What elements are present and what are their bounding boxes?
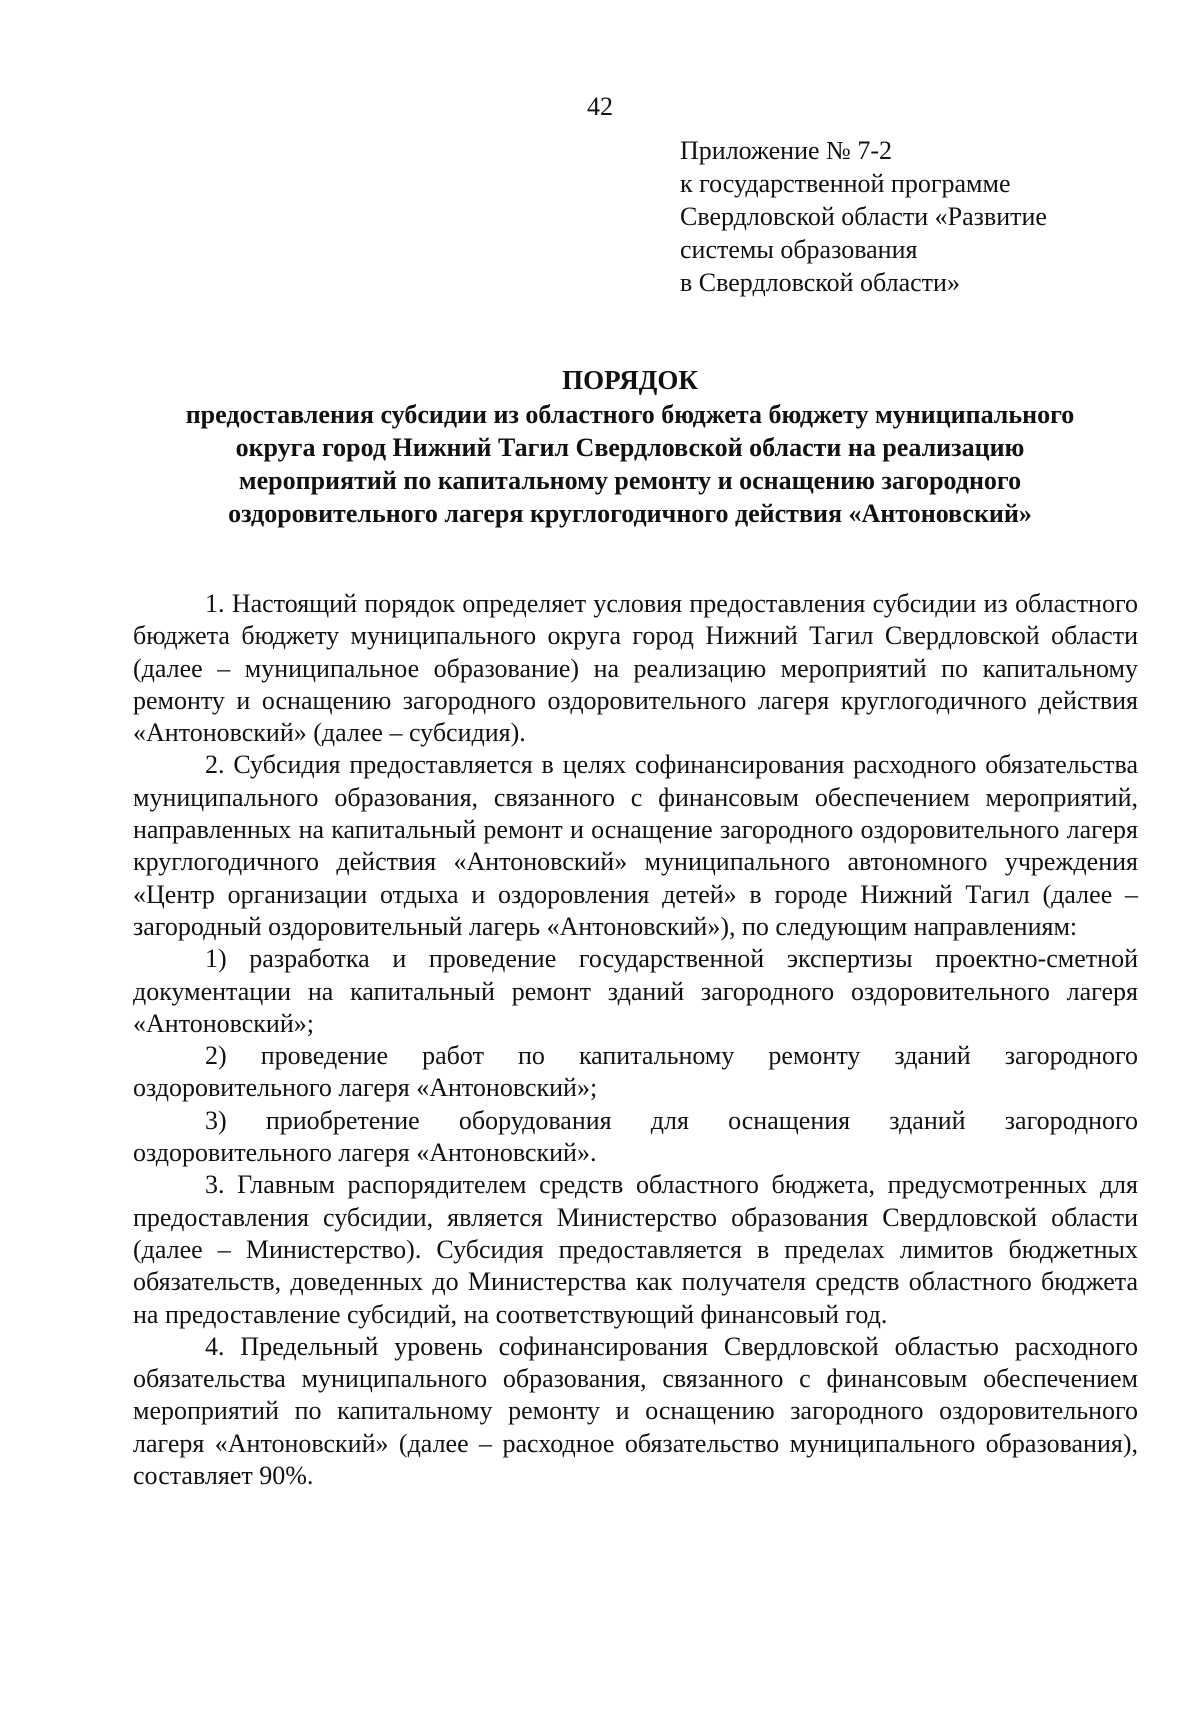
list-item-2: 2) проведение работ по капитальному ремонту зданий загородного оздоровительного лагеря «Антоновский»; xyxy=(133,1041,1138,1103)
page-number: 42 xyxy=(587,92,613,121)
list-item-3: 3) приобретение оборудования для оснащения зданий загородного оздоровительного лагеря «Антоновский». xyxy=(133,1105,1138,1168)
title-subtitle xyxy=(110,398,1150,530)
paragraph-4: 4. Предельный уровень софинансирования Свердловской областью расходного обязательства муниципального образования, связанного с финансовым обеспечением мероприятий по капитальному ремонту и оснащению загородного оздоровительного лагеря «Антоновский» (далее – расходное обязательство муниципального образования), составляет 90%. xyxy=(133,1331,1138,1491)
appendix-line: Свердловской области «Развитие xyxy=(680,202,1047,231)
title-subtitle-line: оздоровительного лагеря круглогодичного действия «Антоновский» xyxy=(228,499,1032,528)
title-main: ПОРЯДОК xyxy=(562,365,698,395)
paragraph-2: 2. Субсидия предоставляется в целях софинансирования расходного обязательства муниципального образования, связанного с финансовым обеспечением мероприятий, направленных на капитальный ремонт и оснащение загородного оздоровительного лагеря круглогодичного действия «Антоновский» муниципального автономного учреждения «Центр организации отдыха и оздоровления детей» в городе Нижний Тагил (далее – загородный оздоровительный лагерь «Антоновский»), по следующим направлениям: xyxy=(133,750,1138,941)
document-body xyxy=(133,588,1138,1492)
title-subtitle-line: мероприятий по капитальному ремонту и оснащению загородного xyxy=(238,466,1022,495)
appendix-line: в Свердловской области» xyxy=(680,268,960,297)
paragraph-1: 1. Настоящий порядок определяет условия предоставления субсидии из областного бюджета бюджету муниципального округа город Нижний Тагил Свердловской области (далее – муниципальное образование) на реализацию мероприятий по капитальному ремонту и оснащению загородного оздоровительного лагеря круглогодичного действия «Антоновский» (далее – субсидия). xyxy=(133,589,1138,748)
appendix-header xyxy=(680,134,1160,299)
title-subtitle-line: предоставления субсидии из областного бюджета бюджету муниципального xyxy=(185,400,1075,429)
appendix-line: к государственной программе xyxy=(680,169,1011,198)
document-title xyxy=(110,362,1150,530)
appendix-line: системы образования xyxy=(680,235,918,264)
list-item-1: 1) разработка и проведение государственной экспертизы проектно-сметной документации на капитальный ремонт зданий загородного оздоровительного лагеря «Антоновский»; xyxy=(133,944,1138,1038)
title-subtitle-line: округа город Нижний Тагил Свердловской области на реализацию xyxy=(235,433,1025,462)
appendix-line: Приложение № 7-2 xyxy=(680,136,893,165)
paragraph-3: 3. Главным распорядителем средств областного бюджета, предусмотренных для предоставления субсидии, является Министерство образования Свердловской области (далее – Министерство). Субсидия предоставляется в пределах лимитов бюджетных обязательств, доведенных до Министерства как получателя средств областного бюджета на предоставление субсидий, на соответствующий финансовый год. xyxy=(133,1170,1138,1329)
